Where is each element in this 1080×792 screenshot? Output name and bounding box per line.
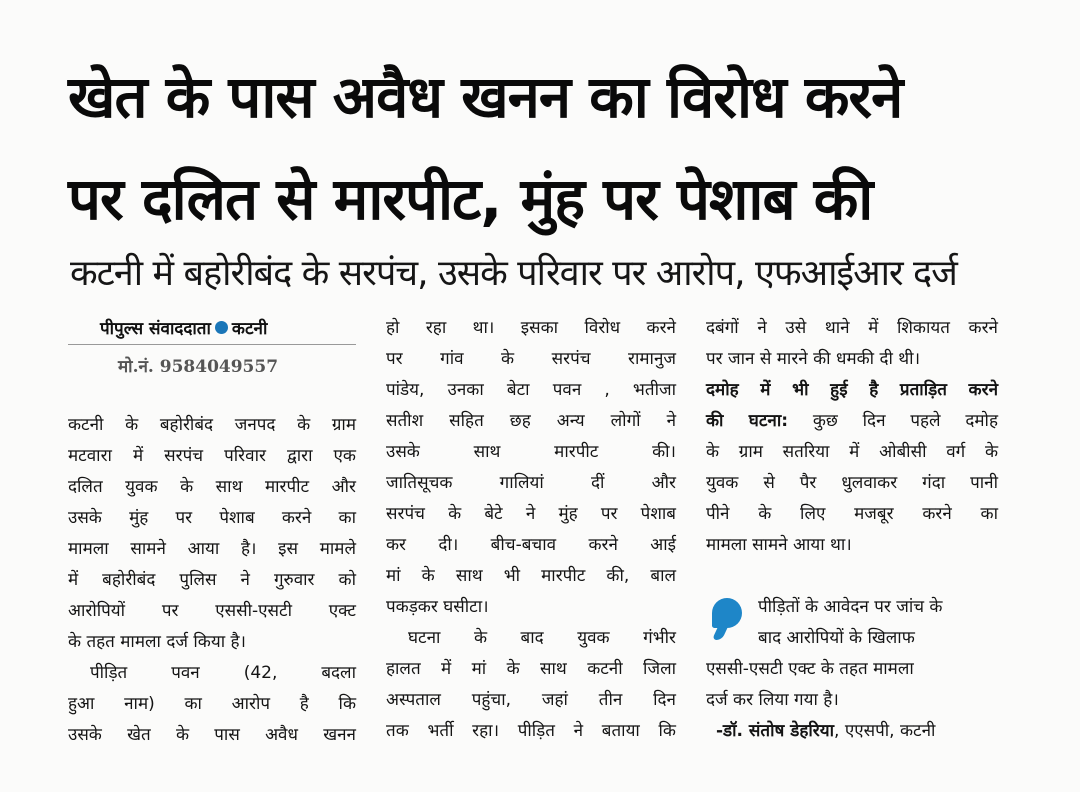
byline-divider: [68, 344, 356, 345]
official-quote: [706, 592, 1006, 747]
column3-line: पर जान से मारने की धमकी दी थी।: [706, 349, 921, 369]
column1-line: कटनी के बहोरीबंद जनपद के ग्राम: [68, 415, 356, 435]
damoh-subhead-end: की घटना:: [706, 411, 789, 431]
column2-line: कर दी। बीच-बचाव करने आई: [386, 535, 676, 555]
column2-line: घटना के बाद युवक गंभीर: [408, 628, 676, 648]
quote-attribution: [706, 716, 1006, 747]
article-column-1: [68, 410, 356, 751]
attribution-title: , एएसपी, कटनी: [834, 721, 936, 741]
column3-line-text: कुछ दिन पहले दमोह: [788, 411, 998, 431]
byline-location: कटनी: [231, 319, 268, 339]
column2-line: सतीश सहित छह अन्य लोगों ने: [386, 411, 676, 431]
column2-line: मां के साथ भी मारपीट की, बाल: [386, 566, 676, 586]
column2-line: तक भर्ती रहा। पीड़ित ने बताया कि: [386, 721, 676, 741]
column1-line: पीड़ित पवन (42, बदला: [90, 663, 356, 683]
column1-line: मटवारा में सरपंच परिवार द्वारा एक: [68, 446, 356, 466]
bullet-dot-icon: [215, 321, 228, 334]
quote-line: पीड़ितों के आवेदन पर जांच के: [758, 597, 943, 617]
headline-line-2: पर दलित से मारपीट, मुंह पर पेशाब की: [68, 165, 873, 233]
quote-line: बाद आरोपियों के खिलाफ: [758, 628, 915, 648]
quote-line: दर्ज कर लिया गया है।: [706, 690, 839, 710]
column2-line: पांडेय, उनका बेटा पवन , भतीजा: [386, 380, 676, 400]
column1-line: दलित युवक के साथ मारपीट और: [68, 477, 356, 497]
article-column-3: [706, 313, 998, 561]
headline-line-1: खेत के पास अवैध खनन का विरोध करने: [68, 63, 903, 131]
column2-line: सरपंच के बेटे ने मुंह पर पेशाब: [386, 504, 676, 524]
column2-line: हो रहा था। इसका विरोध करने: [386, 318, 676, 338]
article-column-2: [386, 313, 676, 747]
column2-line: हालत में मां के साथ कटनी जिला: [386, 659, 676, 679]
quote-line: एससी-एसटी एक्ट के तहत मामला: [706, 659, 914, 679]
column2-line: पर गांव के सरपंच रामानुज: [386, 349, 676, 369]
reporter-mobile: मो.नं. 9584049557: [118, 357, 279, 377]
column1-line: के तहत मामला दर्ज किया है।: [68, 632, 246, 652]
column2-line: उसके साथ मारपीट की।: [386, 442, 676, 462]
column3-line: मामला सामने आया था।: [706, 535, 852, 555]
damoh-subhead: दमोह में भी हुई है प्रताड़ित करने: [706, 380, 998, 400]
column1-line: में बहोरीबंद पुलिस ने गुरुवार को: [68, 570, 356, 590]
column1-line: आरोपियों पर एससी-एसटी एक्ट: [68, 601, 356, 621]
column3-line: के ग्राम सतरिया में ओबीसी वर्ग के: [706, 442, 998, 462]
column2-line: जातिसूचक गालियां दीं और: [386, 473, 676, 493]
column3-line: पीने के लिए मजबूर करने का: [706, 504, 998, 524]
attribution-name: -डॉ. संतोष डेहरिया: [716, 721, 835, 741]
column1-line: मामला सामने आया है। इस मामले: [68, 539, 356, 559]
column3-line: युवक से पैर धुलवाकर गंदा पानी: [706, 473, 998, 493]
column1-line: हुआ नाम) का आरोप है कि: [68, 694, 356, 714]
column3-line: [706, 406, 998, 437]
column3-line: दबंगों ने उसे थाने में शिकायत करने: [706, 318, 998, 338]
column1-line: उसके खेत के पास अवैध खनन: [68, 725, 356, 745]
subheadline: कटनी में बहोरीबंद के सरपंच, उसके परिवार पर आरोप, एफआईआर दर्ज: [70, 253, 957, 294]
column2-line: पकड़कर घसीटा।: [386, 597, 489, 617]
reporter-name: पीपुल्स संवाददाता: [100, 319, 211, 339]
byline: [100, 316, 360, 342]
column2-line: अस्पताल पहुंचा, जहां तीन दिन: [386, 690, 676, 710]
column1-line: उसके मुंह पर पेशाब करने का: [68, 508, 356, 528]
quote-mark-icon: [712, 598, 742, 628]
